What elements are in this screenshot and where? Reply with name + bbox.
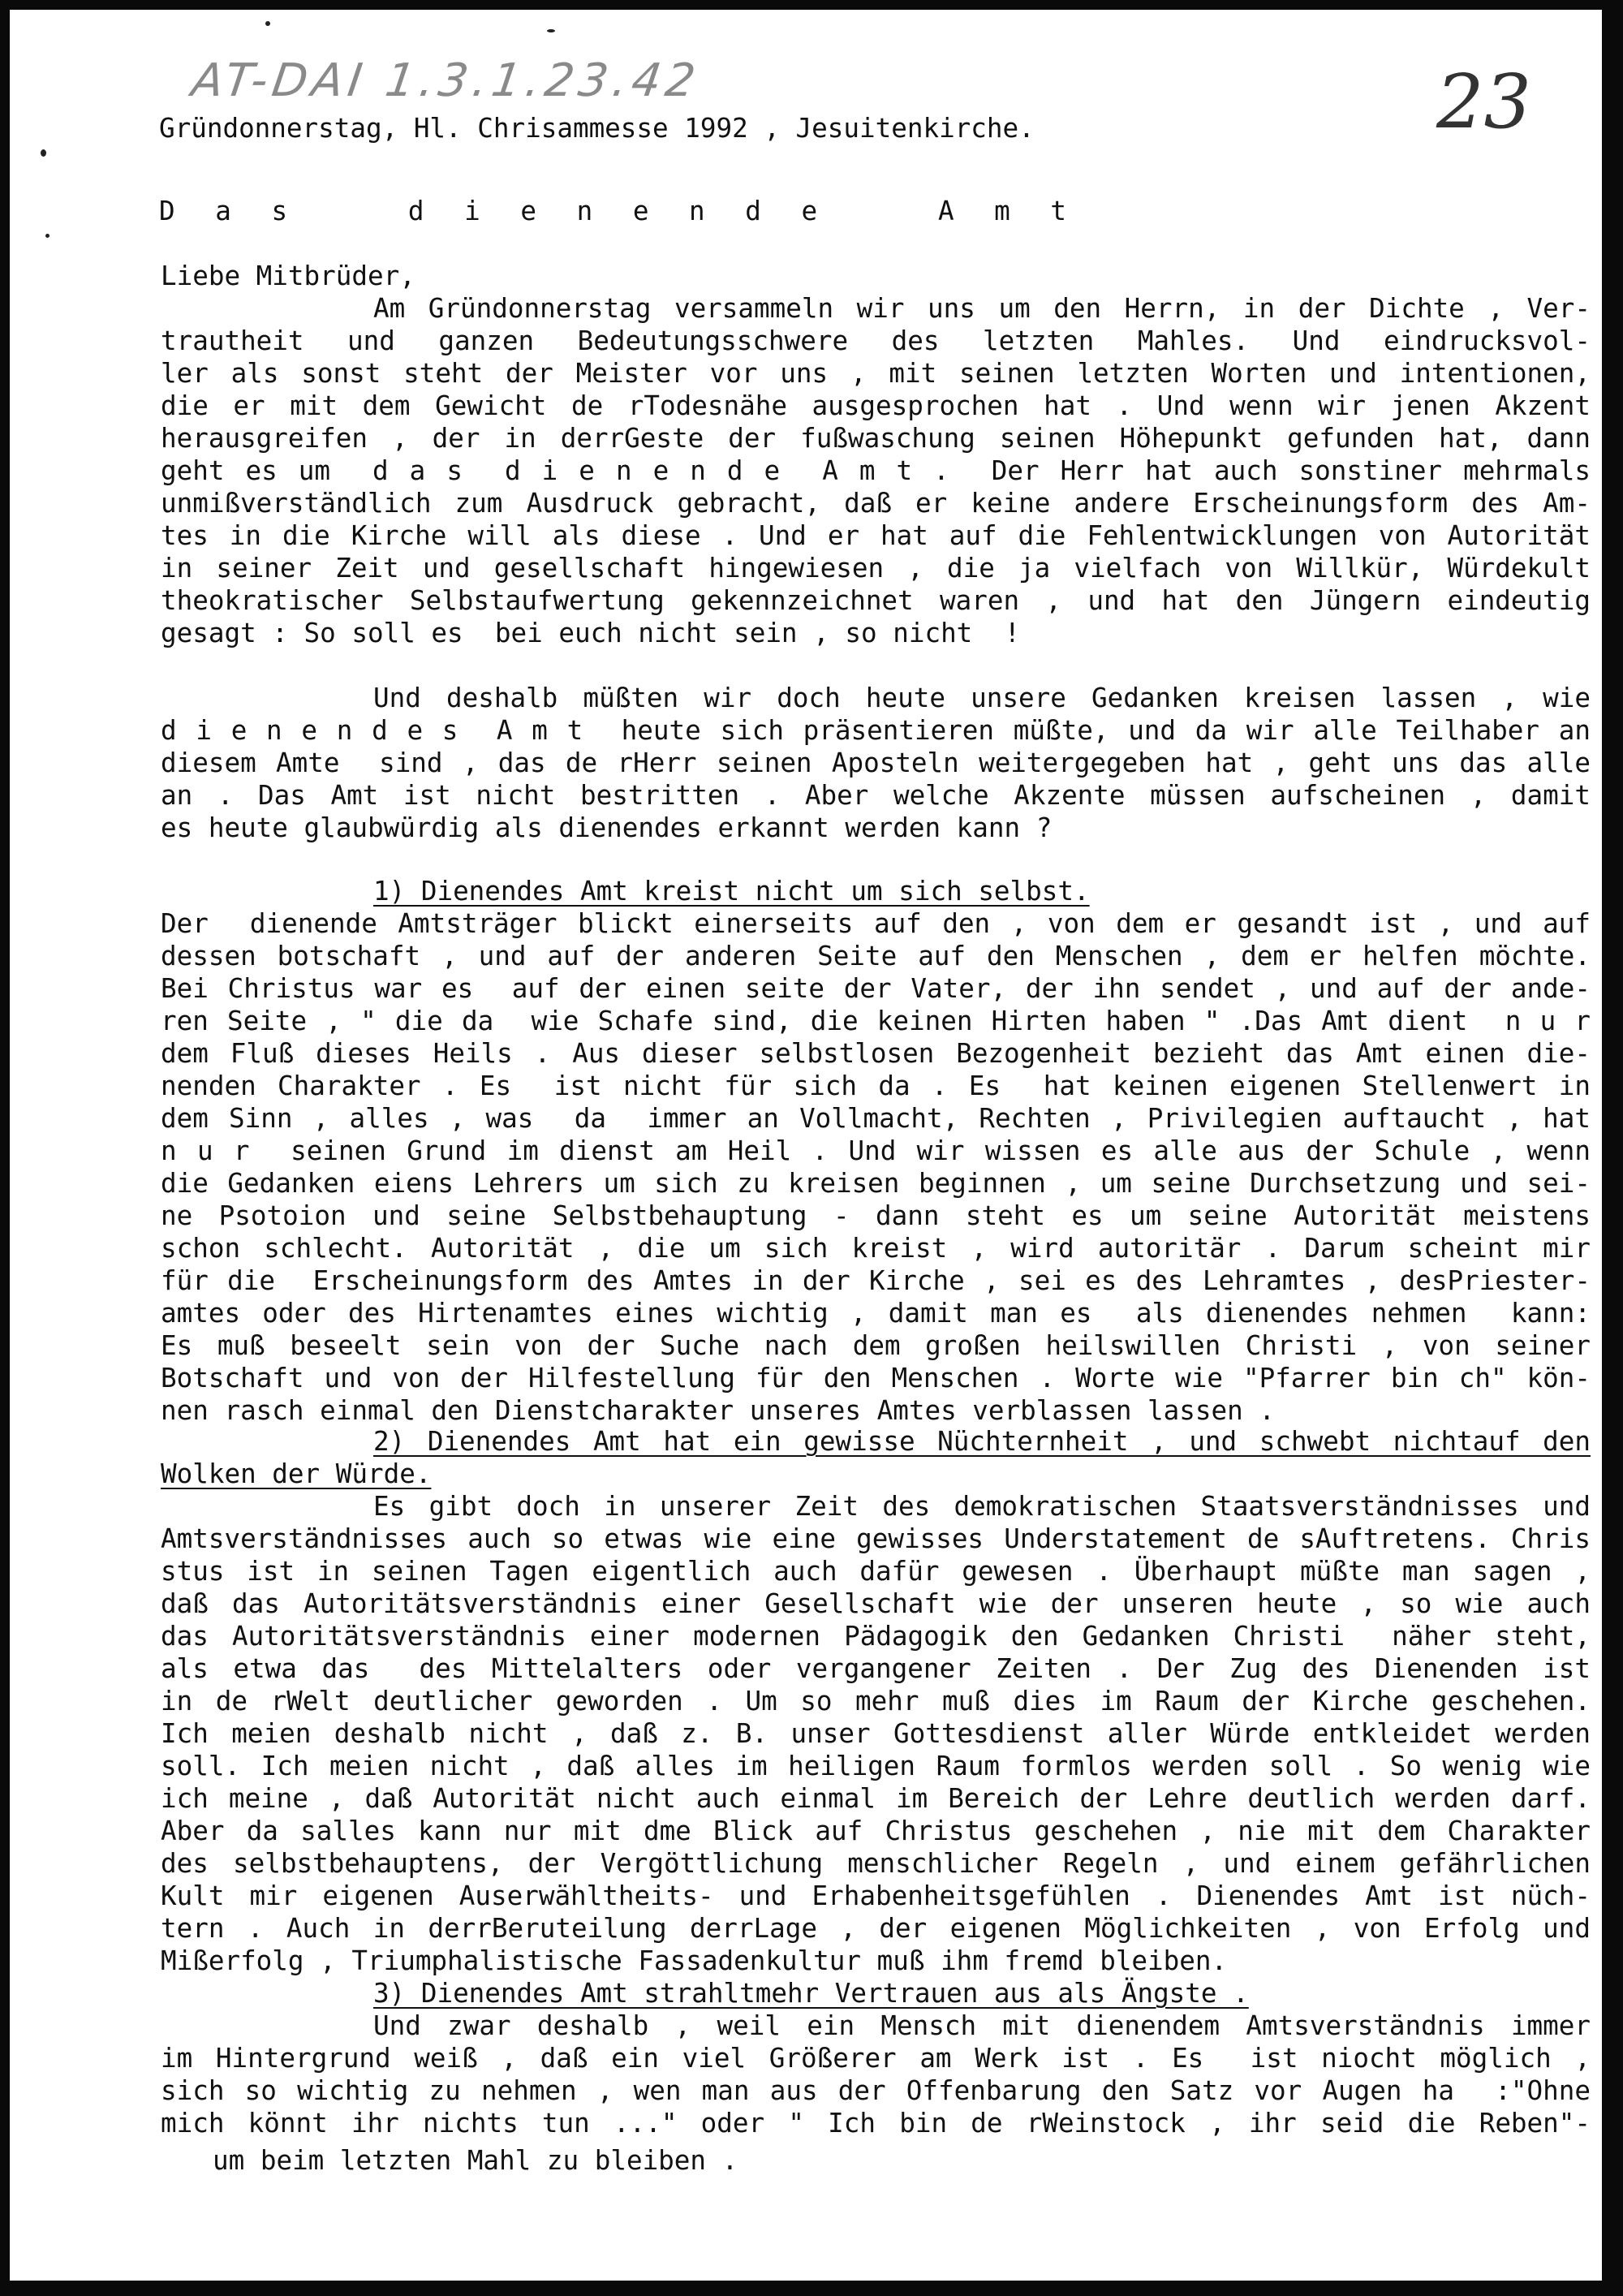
- section-heading-3: 3) Dienendes Amt strahltmehr Vertrauen aus als Ängste .: [373, 1978, 1249, 2009]
- paragraph-line: d i e n e n d e s A m t heute sich präsentieren müßte, und da wir alle Teilhaber an: [161, 715, 1591, 746]
- paragraph-line: im Hintergrund weiß , daß ein viel Größerer am Werk ist . Es ist niocht möglich ,: [161, 2043, 1591, 2074]
- paragraph-line: amtes oder des Hirtenamtes eines wichtig , damit man es als dienendes nehmen kann:: [161, 1298, 1591, 1329]
- paragraph-line: das Autoritätsverständnis einer modernen Pädagogik den Gedanken Christi näher steht,: [161, 1621, 1591, 1652]
- document-title: D a s d i e n e n d e A m t: [159, 196, 1067, 226]
- paragraph-line: Es muß beseelt sein von der Suche nach dem großen heilswillen Christi , von seiner: [161, 1330, 1591, 1361]
- paragraph-line: ren Seite , " die da wie Schafe sind, die keinen Hirten haben " .Das Amt dient n u r: [161, 1006, 1591, 1036]
- paragraph-line: herausgreifen , der in derrGeste der fußwaschung seinen Höhepunkt gefunden hat, dann: [161, 423, 1591, 454]
- document-page: [10, 10, 1602, 2281]
- paragraph-line: ich meine , daß Autorität nicht auch einmal im Bereich der Lehre deutlich werden darf.: [161, 1783, 1591, 1814]
- paragraph-line: sich so wichtig zu nehmen , wen man aus der Offenbarung den Satz vor Augen ha :"Ohne: [161, 2075, 1591, 2106]
- paragraph-line: Bei Christus war es auf der einen seite der Vater, der ihn sendet , und auf der ande-: [161, 973, 1591, 1004]
- paragraph-line: Mißerfolg , Triumphalistische Fassadenkultur muß ihm fremd bleiben.: [161, 1945, 1228, 1976]
- paragraph-line: es heute glaubwürdig als dienendes erkannt werden kann ?: [161, 812, 1053, 843]
- section-heading-2-continued: Wolken der Würde.: [161, 1458, 432, 1489]
- punch-mark: [265, 21, 270, 26]
- paragraph-line: in seiner Zeit und gesellschaft hingewiesen , die ja vielfach von Willkür, Würdekult: [161, 553, 1591, 584]
- paragraph-line: um beim letzten Mahl zu bleiben .: [213, 2145, 738, 2176]
- paragraph-line: Amtsverständnisses auch so etwas wie eine gewisses Understatement de sAuftretens. Chris: [161, 1523, 1591, 1554]
- archive-reference: AT-DAI 1.3.1.23.42: [188, 54, 704, 107]
- paragraph-line: daß das Autoritätsverständnis einer Gesellschaft wie der unseren heute , so wie auch: [161, 1588, 1591, 1619]
- paragraph-line: tern . Auch in derrBeruteilung derrLage , der eigenen Möglichkeiten , von Erfolg und: [161, 1913, 1591, 1944]
- paragraph-line: ne Psotoion und seine Selbstbehauptung - dann steht es um seine Autorität meistens: [161, 1200, 1591, 1231]
- paragraph-line: Es gibt doch in unserer Zeit des demokratischen Staatsverständnisses und: [373, 1491, 1591, 1522]
- paragraph-line: die er mit dem Gewicht de rTodesnähe ausgesprochen hat . Und wenn wir jenen Akzent: [161, 390, 1591, 421]
- paragraph-line: Aber da salles kann nur mit dme Blick auf Christus geschehen , nie mit dem Charakter: [161, 1816, 1591, 1846]
- paragraph-line: nenden Charakter . Es ist nicht für sich da . Es hat keinen eigenen Stellenwert in: [161, 1070, 1591, 1101]
- paragraph-line: für die Erscheinungsform des Amtes in der Kirche , sei es des Lehramtes , desPriester-: [161, 1265, 1591, 1296]
- paragraph-line: mich könnt ihr nichts tun ..." oder " Ich bin de rWeinstock , ihr seid die Reben"-: [161, 2108, 1591, 2139]
- paragraph-line: geht es um d a s d i e n e n d e A m t . Der Herr hat auch sonstiner mehrmals: [161, 455, 1591, 486]
- paragraph-line: schon schlecht. Autorität , die um sich kreist , wird autoritär . Darum scheint mir: [161, 1233, 1591, 1264]
- paragraph-line: die Gedanken eiens Lehrers um sich zu kreisen beginnen , um seine Durchsetzung und sei-: [161, 1168, 1591, 1199]
- paragraph-line: Am Gründonnerstag versammeln wir uns um den Herrn, in der Dichte , Ver-: [373, 293, 1591, 324]
- paragraph-line: des selbstbehauptens, der Vergöttlichung menschlicher Regeln , und einem gefährlichen: [161, 1848, 1591, 1879]
- punch-mark: [547, 29, 555, 32]
- paragraph-line: dem Sinn , alles , was da immer an Vollmacht, Rechten , Privilegien auftaucht , hat: [161, 1103, 1591, 1134]
- paragraph-line: ler als sonst steht der Meister vor uns , mit seinen letzten Worten und intentionen,: [161, 358, 1591, 389]
- page-number: 23: [1436, 58, 1532, 145]
- paragraph-line: dessen botschaft , und auf der anderen Seite auf den Menschen , dem er helfen möchte.: [161, 941, 1591, 971]
- paragraph-line: theokratischer Selbstaufwertung gekennzeichnet waren , und hat den Jüngern eindeutig: [161, 585, 1591, 616]
- paragraph-line: Botschaft und von der Hilfestellung für den Menschen . Worte wie "Pfarrer bin ch" kön-: [161, 1363, 1591, 1394]
- section-heading-1: 1) Dienendes Amt kreist nicht um sich selbst.: [373, 876, 1090, 907]
- paragraph-line: Kult mir eigenen Auserwähltheits- und Erhabenheitsgefühlen . Dienendes Amt ist nüch-: [161, 1880, 1591, 1911]
- punch-mark: [45, 234, 50, 238]
- paragraph-line: soll. Ich meien nicht , daß alles im heiligen Raum formlos werden soll . So wenig wie: [161, 1751, 1591, 1781]
- punch-mark: [41, 149, 46, 157]
- paragraph-line: in de rWelt deutlicher geworden . Um so mehr muß dies im Raum der Kirche geschehen.: [161, 1686, 1591, 1717]
- paragraph-line: diesem Amte sind , das de rHerr seinen Aposteln weitergegeben hat , geht uns das alle: [161, 747, 1591, 778]
- paragraph-line: Und zwar deshalb , weil ein Mensch mit dienendem Amtsverständnis immer: [373, 2010, 1591, 2041]
- salutation: Liebe Mitbrüder,: [161, 261, 415, 291]
- paragraph-line: Ich meien deshalb nicht , daß z. B. unser Gottesdienst aller Würde entkleidet werden: [161, 1718, 1591, 1749]
- paragraph-line: an . Das Amt ist nicht bestritten . Aber welche Akzente müssen aufscheinen , damit: [161, 780, 1591, 811]
- section-heading-2: 2) Dienendes Amt hat ein gewisse Nüchternheit , und schwebt nichtauf den: [373, 1426, 1591, 1457]
- paragraph-line: stus ist in seinen Tagen eigentlich auch dafür gewesen . Überhaupt müßte man sagen ,: [161, 1556, 1591, 1587]
- paragraph-line: n u r seinen Grund im dienst am Heil . Und wir wissen es alle aus der Schule , wenn: [161, 1135, 1591, 1166]
- occasion-line: Gründonnerstag, Hl. Chrisammesse 1992 , Jesuitenkirche.: [159, 113, 1035, 144]
- paragraph-line: trautheit und ganzen Bedeutungsschwere des letzten Mahles. Und eindrucksvol-: [161, 325, 1591, 356]
- paragraph-line: unmißverständlich zum Ausdruck gebracht, daß er keine andere Erscheinungsform des Am-: [161, 488, 1591, 519]
- paragraph-line: dem Fluß dieses Heils . Aus dieser selbstlosen Bezogenheit bezieht das Amt einen die-: [161, 1038, 1591, 1069]
- paragraph-line: gesagt : So soll es bei euch nicht sein , so nicht !: [161, 618, 1021, 648]
- paragraph-line: Der dienende Amtsträger blickt einerseits auf den , von dem er gesandt ist , und auf: [161, 908, 1591, 939]
- paragraph-line: Und deshalb müßten wir doch heute unsere Gedanken kreisen lassen , wie: [373, 683, 1591, 713]
- paragraph-line: nen rasch einmal den Dienstcharakter unseres Amtes verblassen lassen .: [161, 1395, 1275, 1426]
- paragraph-line: als etwa das des Mittelalters oder vergangener Zeiten . Der Zug des Dienenden ist: [161, 1653, 1591, 1684]
- paragraph-line: tes in die Kirche will als diese . Und er hat auf die Fehlentwicklungen von Autorität: [161, 520, 1591, 551]
